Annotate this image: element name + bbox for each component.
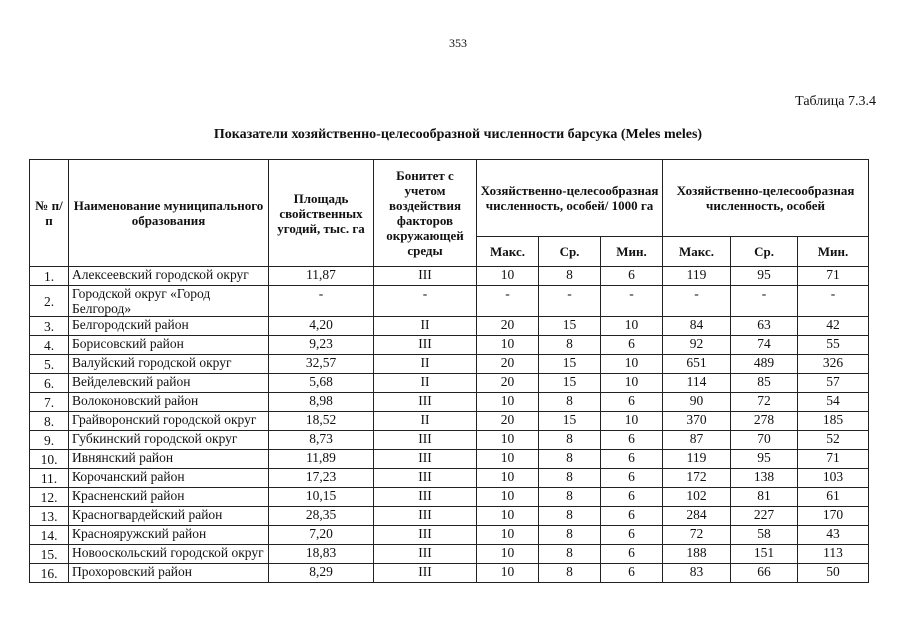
- count-avg-cell: 81: [731, 488, 798, 507]
- count-min-cell: 42: [798, 317, 869, 336]
- row-number: 6.: [30, 374, 69, 393]
- count-min-cell: 57: [798, 374, 869, 393]
- density-max-cell: -: [477, 286, 539, 317]
- density-avg-cell: 8: [539, 488, 601, 507]
- header-num: № п/п: [30, 160, 69, 267]
- municipality-name: Ивнянский район: [69, 450, 269, 469]
- density-avg-cell: 8: [539, 450, 601, 469]
- table-row: [30, 412, 869, 431]
- header-name: Наименование муниципального образования: [69, 160, 269, 267]
- density-max-cell: 10: [477, 469, 539, 488]
- count-min-cell: 52: [798, 431, 869, 450]
- density-max-cell: 10: [477, 488, 539, 507]
- bonitet-cell: III: [374, 507, 477, 526]
- count-max-cell: 87: [663, 431, 731, 450]
- header-bonitet: Бонитет с учетом воздействия факторов окружающей среды: [374, 160, 477, 267]
- count-max-cell: 84: [663, 317, 731, 336]
- municipality-name: Краснояружский район: [69, 526, 269, 545]
- municipality-name: Новооскольский городской округ: [69, 545, 269, 564]
- municipality-name: Прохоровский район: [69, 564, 269, 583]
- municipality-name: Городской округ «Город Белгород»: [69, 286, 269, 317]
- row-number: 12.: [30, 488, 69, 507]
- density-min-cell: 6: [601, 450, 663, 469]
- density-max-cell: 20: [477, 355, 539, 374]
- count-max-cell: 92: [663, 336, 731, 355]
- density-min-cell: 6: [601, 431, 663, 450]
- density-avg-cell: 8: [539, 469, 601, 488]
- table-row: [30, 355, 869, 374]
- density-max-cell: 10: [477, 267, 539, 286]
- density-min-cell: 6: [601, 469, 663, 488]
- area-cell: 9,23: [269, 336, 374, 355]
- density-max-cell: 10: [477, 336, 539, 355]
- density-avg-cell: 8: [539, 526, 601, 545]
- density-avg-cell: 8: [539, 336, 601, 355]
- header-density-group: Хозяйственно-целесообразная численность, особей/ 1000 га: [477, 160, 663, 237]
- municipality-name: Губкинский городской округ: [69, 431, 269, 450]
- table-row: [30, 526, 869, 545]
- count-max-cell: 72: [663, 526, 731, 545]
- row-number: 15.: [30, 545, 69, 564]
- header-count-min: Мин.: [798, 237, 869, 267]
- municipality-name: Валуйский городской округ: [69, 355, 269, 374]
- row-number: 14.: [30, 526, 69, 545]
- density-min-cell: 10: [601, 355, 663, 374]
- density-avg-cell: 15: [539, 412, 601, 431]
- count-avg-cell: 85: [731, 374, 798, 393]
- count-min-cell: 103: [798, 469, 869, 488]
- area-cell: 18,83: [269, 545, 374, 564]
- density-max-cell: 10: [477, 526, 539, 545]
- count-min-cell: 61: [798, 488, 869, 507]
- row-number: 7.: [30, 393, 69, 412]
- count-avg-cell: 95: [731, 450, 798, 469]
- count-avg-cell: 66: [731, 564, 798, 583]
- count-max-cell: 651: [663, 355, 731, 374]
- municipality-name: Белгородский район: [69, 317, 269, 336]
- area-cell: 17,23: [269, 469, 374, 488]
- bonitet-cell: III: [374, 450, 477, 469]
- municipality-name: Красногвардейский район: [69, 507, 269, 526]
- area-cell: -: [269, 286, 374, 317]
- table-row: [30, 374, 869, 393]
- count-min-cell: 50: [798, 564, 869, 583]
- row-number: 2.: [30, 286, 69, 317]
- table-body: [30, 267, 869, 583]
- count-max-cell: 83: [663, 564, 731, 583]
- table-row: [30, 488, 869, 507]
- density-min-cell: 6: [601, 545, 663, 564]
- count-min-cell: 170: [798, 507, 869, 526]
- row-number: 1.: [30, 267, 69, 286]
- count-min-cell: 71: [798, 450, 869, 469]
- area-cell: 7,20: [269, 526, 374, 545]
- bonitet-cell: II: [374, 412, 477, 431]
- density-min-cell: 6: [601, 336, 663, 355]
- bonitet-cell: -: [374, 286, 477, 317]
- density-avg-cell: 8: [539, 431, 601, 450]
- count-avg-cell: 227: [731, 507, 798, 526]
- count-avg-cell: 63: [731, 317, 798, 336]
- count-avg-cell: 489: [731, 355, 798, 374]
- table-row: [30, 450, 869, 469]
- count-avg-cell: 138: [731, 469, 798, 488]
- table-row: [30, 286, 869, 317]
- count-max-cell: 188: [663, 545, 731, 564]
- municipality-name: Грайворонский городской округ: [69, 412, 269, 431]
- density-max-cell: 10: [477, 545, 539, 564]
- area-cell: 8,73: [269, 431, 374, 450]
- municipality-name: Волоконовский район: [69, 393, 269, 412]
- table-row: [30, 336, 869, 355]
- area-cell: 11,89: [269, 450, 374, 469]
- header-density-avg: Ср.: [539, 237, 601, 267]
- density-avg-cell: 8: [539, 564, 601, 583]
- area-cell: 4,20: [269, 317, 374, 336]
- municipality-name: Алексеевский городской округ: [69, 267, 269, 286]
- area-cell: 28,35: [269, 507, 374, 526]
- density-min-cell: 6: [601, 526, 663, 545]
- density-max-cell: 10: [477, 564, 539, 583]
- table-row: [30, 317, 869, 336]
- density-min-cell: 10: [601, 374, 663, 393]
- bonitet-cell: III: [374, 488, 477, 507]
- density-max-cell: 20: [477, 412, 539, 431]
- row-number: 9.: [30, 431, 69, 450]
- header-count-avg: Ср.: [731, 237, 798, 267]
- row-number: 16.: [30, 564, 69, 583]
- row-number: 4.: [30, 336, 69, 355]
- density-avg-cell: 15: [539, 355, 601, 374]
- count-avg-cell: 151: [731, 545, 798, 564]
- count-max-cell: 284: [663, 507, 731, 526]
- municipality-name: Корочанский район: [69, 469, 269, 488]
- area-cell: 32,57: [269, 355, 374, 374]
- table-row: [30, 267, 869, 286]
- count-max-cell: 102: [663, 488, 731, 507]
- density-max-cell: 10: [477, 450, 539, 469]
- count-min-cell: 71: [798, 267, 869, 286]
- data-table: [29, 159, 869, 583]
- density-min-cell: 6: [601, 564, 663, 583]
- bonitet-cell: III: [374, 545, 477, 564]
- bonitet-cell: III: [374, 267, 477, 286]
- row-number: 8.: [30, 412, 69, 431]
- density-max-cell: 20: [477, 317, 539, 336]
- bonitet-cell: III: [374, 469, 477, 488]
- bonitet-cell: III: [374, 564, 477, 583]
- bonitet-cell: III: [374, 526, 477, 545]
- area-cell: 5,68: [269, 374, 374, 393]
- count-min-cell: 185: [798, 412, 869, 431]
- table-title: Показатели хозяйственно-целесообразной численности барсука (Meles meles): [213, 127, 703, 142]
- count-avg-cell: 74: [731, 336, 798, 355]
- count-max-cell: -: [663, 286, 731, 317]
- header-density-min: Мин.: [601, 237, 663, 267]
- area-cell: 10,15: [269, 488, 374, 507]
- bonitet-cell: III: [374, 393, 477, 412]
- count-max-cell: 90: [663, 393, 731, 412]
- count-min-cell: 326: [798, 355, 869, 374]
- density-avg-cell: -: [539, 286, 601, 317]
- header-count-max: Макс.: [663, 237, 731, 267]
- bonitet-cell: II: [374, 355, 477, 374]
- bonitet-cell: II: [374, 317, 477, 336]
- area-cell: 8,29: [269, 564, 374, 583]
- density-min-cell: 10: [601, 412, 663, 431]
- count-avg-cell: 70: [731, 431, 798, 450]
- header-count-group: Хозяйственно-целесообразная численность, особей: [663, 160, 869, 237]
- count-max-cell: 370: [663, 412, 731, 431]
- bonitet-cell: III: [374, 336, 477, 355]
- count-min-cell: -: [798, 286, 869, 317]
- count-min-cell: 54: [798, 393, 869, 412]
- area-cell: 8,98: [269, 393, 374, 412]
- table-row: [30, 393, 869, 412]
- bonitet-cell: II: [374, 374, 477, 393]
- density-min-cell: 6: [601, 267, 663, 286]
- table-row: [30, 431, 869, 450]
- count-max-cell: 114: [663, 374, 731, 393]
- density-avg-cell: 8: [539, 267, 601, 286]
- municipality-name: Красненский район: [69, 488, 269, 507]
- row-number: 11.: [30, 469, 69, 488]
- table-row: [30, 564, 869, 583]
- density-max-cell: 10: [477, 393, 539, 412]
- density-min-cell: 6: [601, 393, 663, 412]
- density-max-cell: 20: [477, 374, 539, 393]
- count-avg-cell: -: [731, 286, 798, 317]
- page-number: 353: [449, 36, 467, 50]
- table-row: [30, 545, 869, 564]
- bonitet-cell: III: [374, 431, 477, 450]
- count-avg-cell: 58: [731, 526, 798, 545]
- row-number: 5.: [30, 355, 69, 374]
- header-density-max: Макс.: [477, 237, 539, 267]
- count-avg-cell: 278: [731, 412, 798, 431]
- count-max-cell: 119: [663, 450, 731, 469]
- area-cell: 18,52: [269, 412, 374, 431]
- density-min-cell: -: [601, 286, 663, 317]
- density-avg-cell: 8: [539, 545, 601, 564]
- row-number: 3.: [30, 317, 69, 336]
- table-row: [30, 507, 869, 526]
- municipality-name: Вейделевский район: [69, 374, 269, 393]
- area-cell: 11,87: [269, 267, 374, 286]
- density-min-cell: 10: [601, 317, 663, 336]
- table-label: Таблица 7.3.4: [795, 94, 876, 109]
- density-avg-cell: 15: [539, 317, 601, 336]
- density-avg-cell: 8: [539, 393, 601, 412]
- count-min-cell: 43: [798, 526, 869, 545]
- header-area: Площадь свойственных угодий, тыс. га: [269, 160, 374, 267]
- table-row: [30, 469, 869, 488]
- density-max-cell: 10: [477, 507, 539, 526]
- count-max-cell: 119: [663, 267, 731, 286]
- municipality-name: Борисовский район: [69, 336, 269, 355]
- density-min-cell: 6: [601, 507, 663, 526]
- count-avg-cell: 95: [731, 267, 798, 286]
- density-max-cell: 10: [477, 431, 539, 450]
- row-number: 13.: [30, 507, 69, 526]
- count-max-cell: 172: [663, 469, 731, 488]
- count-avg-cell: 72: [731, 393, 798, 412]
- density-avg-cell: 8: [539, 507, 601, 526]
- count-min-cell: 55: [798, 336, 869, 355]
- density-min-cell: 6: [601, 488, 663, 507]
- count-min-cell: 113: [798, 545, 869, 564]
- row-number: 10.: [30, 450, 69, 469]
- density-avg-cell: 15: [539, 374, 601, 393]
